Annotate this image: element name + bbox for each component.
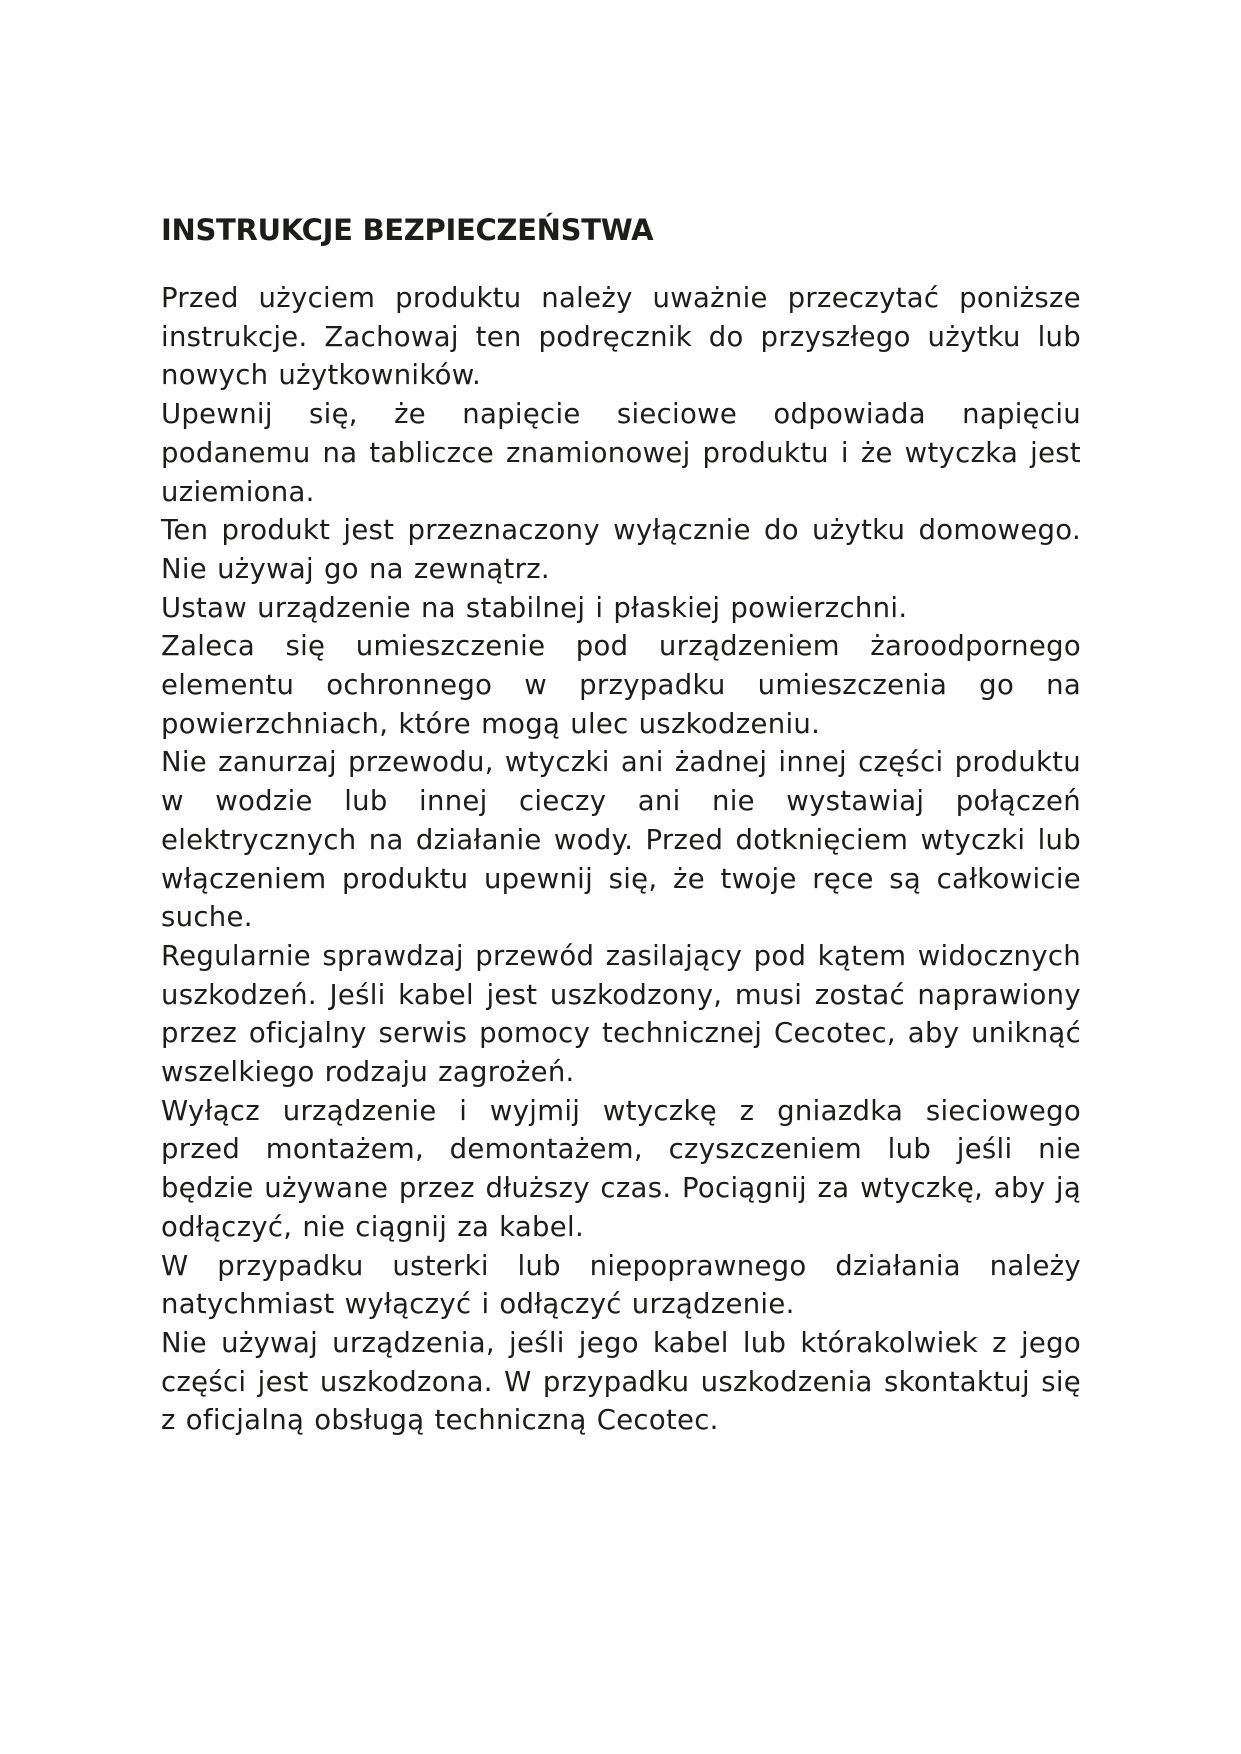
instruction-paragraph: Przed użyciem produktu należy uważnie przeczytać poniższe instrukcje. Zachowaj ten podręcznik do przyszłego użytku lub nowych użytkowników. [161, 282, 1081, 392]
instruction-paragraph: Regularnie sprawdzaj przewód zasilający pod kątem widocznych uszkodzeń. Jeśli kabel jest uszkodzony, musi zostać naprawiony przez oficjalny serwis pomocy technicznej Cecotec, aby uniknąć wszelkiego rodzaju zagrożeń. [161, 939, 1081, 1089]
instruction-paragraph: W przypadku usterki lub niepoprawnego działania należy natychmiast wyłączyć i odłączyć urządzenie. [161, 1249, 1081, 1321]
instruction-paragraph: Nie używaj urządzenia, jeśli jego kabel lub którakolwiek z jego części jest uszkodzona. W przypadku uszkodzenia skontaktuj się z oficjalną obsługą techniczną Cecotec. [161, 1326, 1081, 1437]
instruction-paragraph: Nie zanurzaj przewodu, wtyczki ani żadnej innej części produktu w wodzie lub innej cieczy ani nie wystawiaj połączeń elektrycznych na działanie wody. Przed dotknięciem wtyczki lub włączeniem produktu upewnij się, że twoje ręce są całkowicie suche. [161, 746, 1081, 934]
instruction-paragraph: Wyłącz urządzenie i wyjmij wtyczkę z gniazdka sieciowego przed montażem, demontażem, czyszczeniem lub jeśli nie będzie używane przez dłuższy czas. Pociągnij za wtyczkę, aby ją odłączyć, nie ciągnij za kabel. [161, 1094, 1081, 1243]
document-page [161, 208, 1081, 1440]
instruction-paragraph: Zaleca się umieszczenie pod urządzeniem żaroodpornego elementu ochronnego w przypadku umieszczenia go na powierzchniach, które mogą ulec uszkodzeniu. [161, 630, 1081, 740]
instruction-paragraph: Ten produkt jest przeznaczony wyłącznie do użytku domowego. Nie używaj go na zewnątrz. [161, 514, 1081, 585]
section-title: INSTRUKCJE BEZPIECZEŃSTWA [161, 213, 654, 247]
instructions-body [161, 279, 1081, 1440]
instruction-paragraph: Ustaw urządzenie na stabilnej i płaskiej powierzchni. [161, 591, 908, 624]
instruction-paragraph: Upewnij się, że napięcie sieciowe odpowiada napięciu podanemu na tabliczce znamionowej produktu i że wtyczka jest uziemiona. [161, 398, 1081, 508]
